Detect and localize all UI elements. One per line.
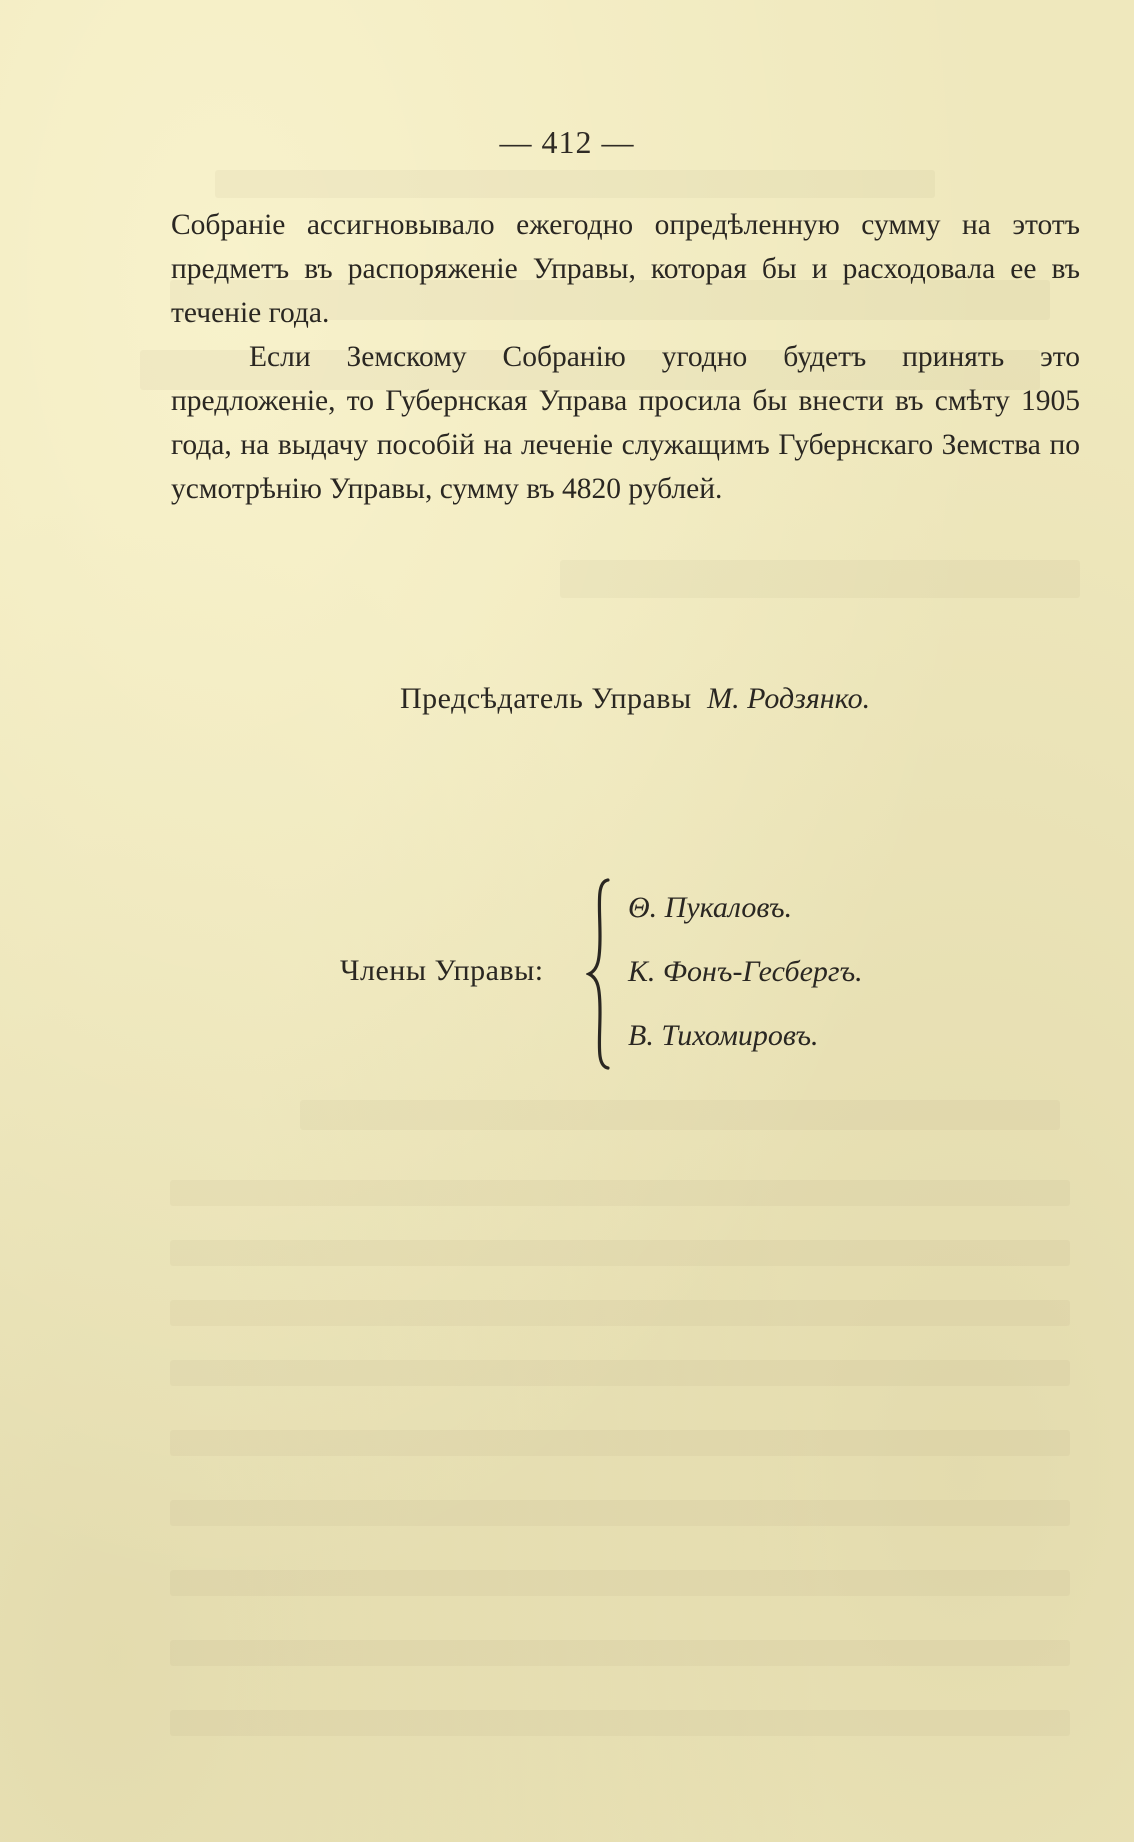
member-name: В. Тихомировъ. (628, 1019, 819, 1052)
chairman-role: Предсѣдатель Управы (400, 682, 692, 715)
page-number: — 412 — (499, 124, 635, 160)
member-name: Θ. Пукаловъ. (628, 891, 793, 924)
chairman-signature (400, 682, 870, 716)
chairman-name: М. Родзянко. (707, 682, 871, 715)
paragraph-2: Если Земскому Собранію угодно будетъ принять это предложеніе, то Губернская Управа просила бы внести въ смѣту 1905 года, на выдачу пособій на леченіе служащимъ Губернскаго Земства по усмотрѣнію Управы, сумму въ 4820 рублей. (171, 341, 1080, 505)
paragraph-1: Собраніе ассигновывало ежегодно опредѣленную сумму на этотъ предметъ въ распоряженіе Управы, которая бы и расходовала ее въ теченіе года. (171, 209, 1080, 329)
members-label: Члены Управы: (340, 954, 544, 987)
body-text (171, 203, 1080, 511)
member-name: К. Фонъ-Гесбергъ. (628, 955, 863, 988)
members-list (628, 890, 863, 1082)
curly-brace (586, 876, 616, 1072)
